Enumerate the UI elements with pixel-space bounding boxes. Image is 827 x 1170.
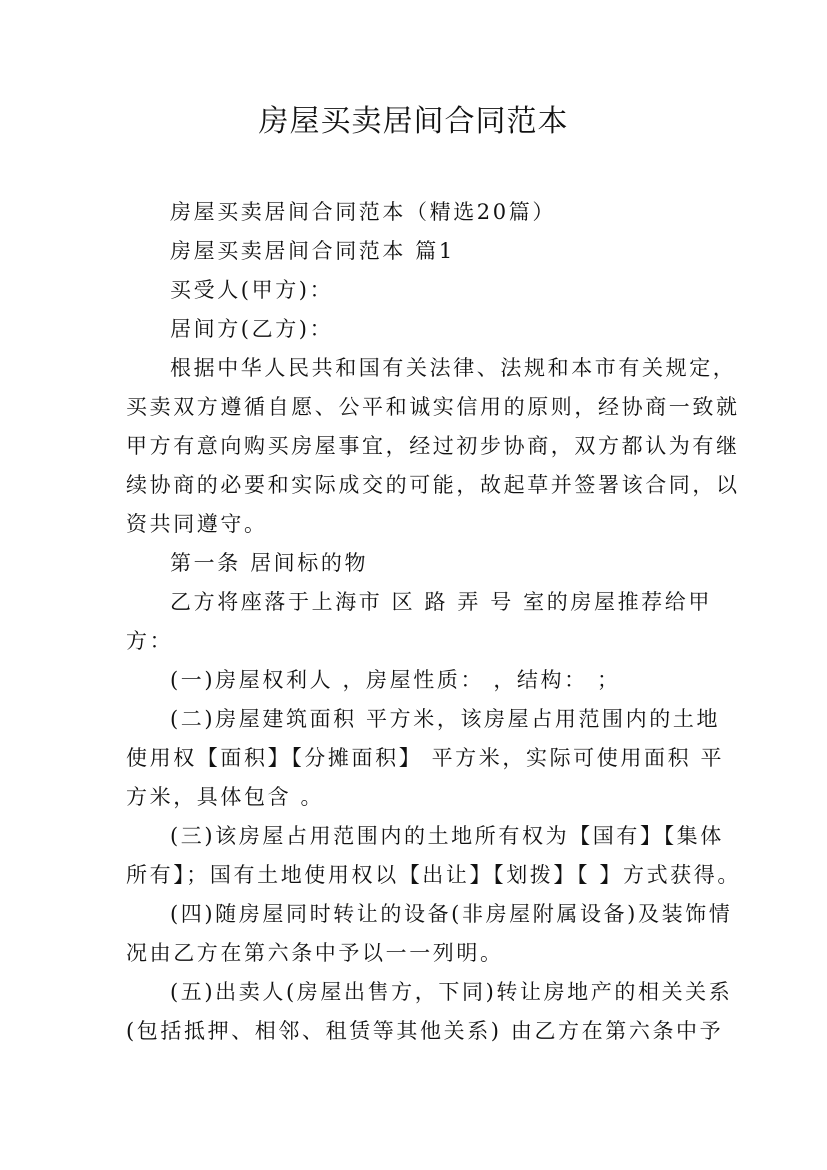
paragraph-line: 资共同遵守。 <box>126 512 268 536</box>
section-heading: 房屋买卖居间合同范本 篇1 <box>170 239 455 263</box>
clause-line: (三)该房屋占用范围内的土地所有权为【国有】【集体 <box>170 824 724 848</box>
clause-line: 使用权【面积】【分摊面积】 平方米，实际可使用面积 平 <box>126 746 725 770</box>
paragraph-line: 乙方将座落于上海市 区 路 弄 号 室的房屋推荐给甲 <box>170 590 712 614</box>
clause-line: (包括抵押、相邻、租赁等其他关系) 由乙方在第六条中予 <box>126 1019 724 1043</box>
subtitle-line: 房屋买卖居间合同范本（精选20篇） <box>170 200 556 224</box>
clause-line: (二)房屋建筑面积 平方米，该房屋占用范围内的土地 <box>170 707 721 731</box>
paragraph-line: 根据中华人民共和国有关法律、法规和本市有关规定， <box>170 356 737 380</box>
clause-line: (一)房屋权利人 ，房屋性质： ，结构： ； <box>170 668 621 692</box>
paragraph-line: 甲方有意向购买房屋事宜，经过初步协商，双方都认为有继 <box>126 434 740 458</box>
clause-line: 所有】；国有土地使用权以【出让】【划拨】【 】方式获得。 <box>126 863 741 887</box>
party-buyer-line: 买受人(甲方)： <box>170 278 334 302</box>
clause-line: (四)随房屋同时转让的设备(非房屋附属设备)及装饰情 <box>170 902 733 926</box>
paragraph-line: 方： <box>126 629 174 653</box>
party-agent-line: 居间方(乙方)： <box>170 317 334 341</box>
article-heading: 第一条 居间标的物 <box>170 551 369 575</box>
document-title: 房屋买卖居间合同范本 <box>258 104 569 139</box>
clause-line: 况由乙方在第六条中予以一一列明。 <box>126 941 504 965</box>
clause-line: (五)出卖人(房屋出售方，下同)转让房地产的相关关系 <box>170 980 733 1004</box>
paragraph-line: 续协商的必要和实际成交的可能，故起草并签署该合同，以 <box>126 473 740 497</box>
clause-line: 方米，具体包含 。 <box>126 785 325 809</box>
paragraph-line: 买卖双方遵循自愿、公平和诚实信用的原则，经协商一致就 <box>126 395 740 419</box>
